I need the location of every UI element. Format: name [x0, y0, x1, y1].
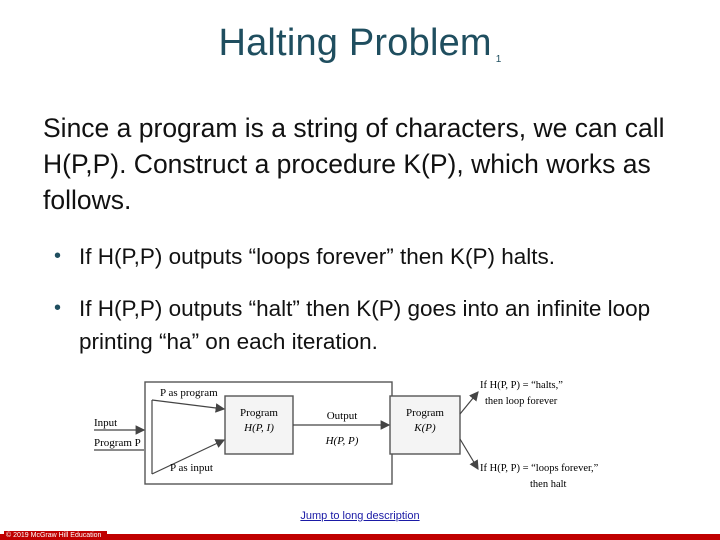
bullet-text: If H(P,P) outputs “halt” then K(P) goes into an infinite loop printing “ha” on each iteration.: [79, 296, 651, 354]
p-program-arrow: [152, 400, 224, 409]
box2-line2: K(P): [414, 422, 436, 434]
box1-line2: H(P, I): [244, 422, 274, 434]
box1-line1: Program: [240, 407, 278, 419]
box2-line1: Program: [406, 407, 444, 419]
bullet-item: [54, 240, 674, 273]
copyright-notice: © 2019 McGraw Hill Education: [4, 531, 107, 540]
input-label: Input: [94, 417, 118, 429]
bottom-right-line1: If H(P, P) = “loops forever,”: [480, 463, 599, 474]
bullet-dot-icon: •: [54, 245, 62, 267]
k-top-arrow: [460, 392, 478, 414]
bullet-text: If H(P,P) outputs “loops forever” then K(P) halts.: [79, 244, 556, 269]
title-superscript: 1: [495, 53, 502, 65]
intro-paragraph: Since a program is a string of characters, we can call H(P,P). Construct a procedure K(P), which works as follows.: [43, 113, 665, 215]
top-right-line2: then loop forever: [485, 396, 558, 407]
long-description-link[interactable]: Jump to long description: [300, 510, 420, 522]
p-as-program-label: P as program: [160, 387, 218, 399]
bullet-item: [54, 292, 674, 358]
program-p-label: Program P: [94, 437, 141, 449]
p-as-input-label: P as input: [170, 462, 213, 474]
output-label: Output: [326, 410, 358, 422]
bottom-right-line2: then halt: [530, 479, 567, 490]
top-right-line1: If H(P, P) = “halts,”: [480, 380, 563, 391]
hpp-label: H(P, P): [325, 435, 359, 447]
footer-bar: [0, 534, 720, 540]
title-text: Halting Problem: [218, 22, 492, 64]
bullet-dot-icon: •: [54, 297, 62, 319]
halting-diagram: [90, 374, 600, 494]
slide-title: [0, 22, 720, 67]
k-bottom-arrow: [460, 439, 478, 469]
